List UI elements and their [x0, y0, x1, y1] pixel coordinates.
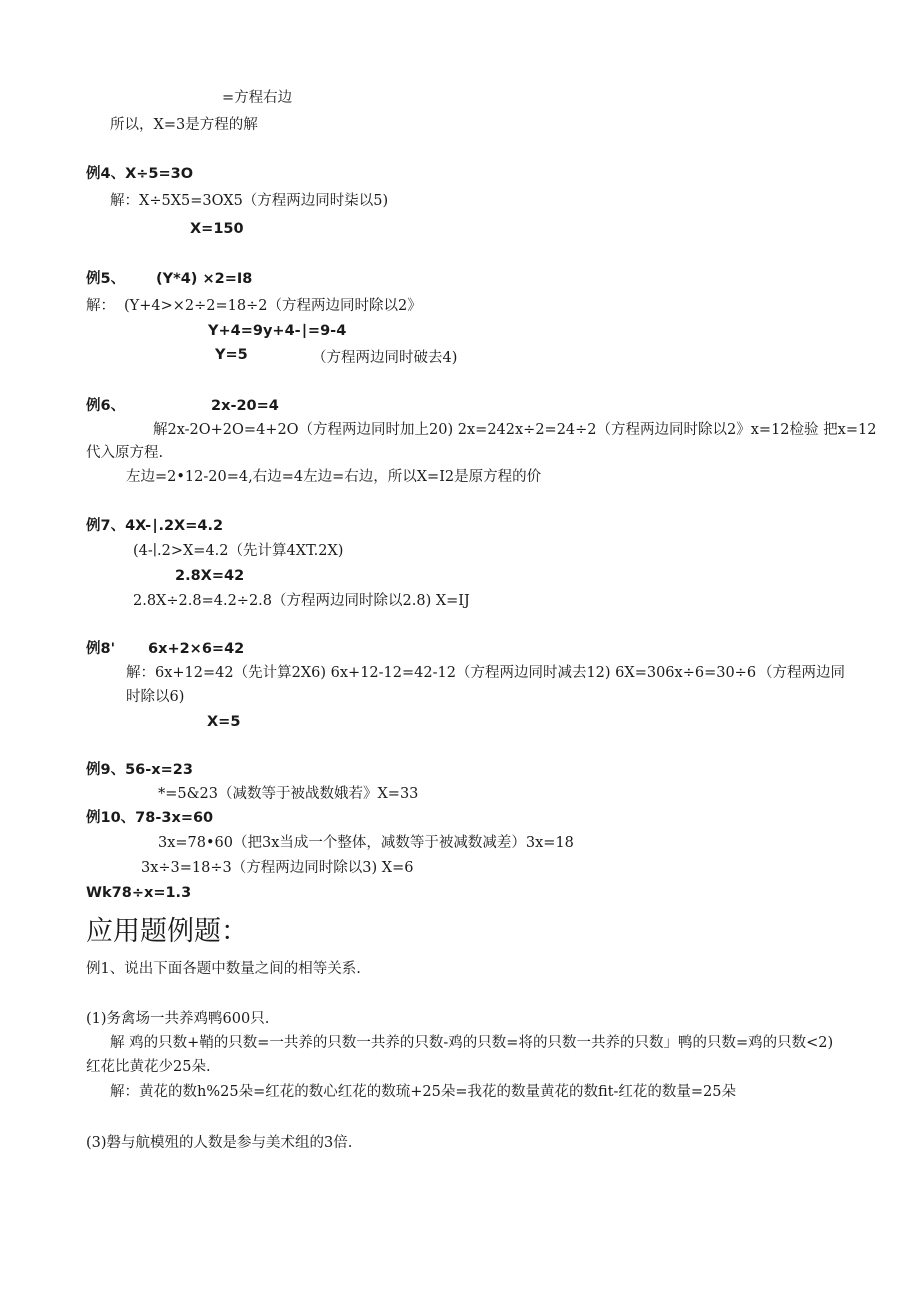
- example-label: 例6、: [86, 398, 126, 414]
- example-label: 例10、78-3x=60: [86, 810, 214, 826]
- text-line: （方程两边同: [758, 665, 845, 681]
- text-line: 所以，X=3是方程的解: [110, 117, 258, 133]
- text-line: 红花比黄花少25朵.: [86, 1059, 211, 1075]
- equation: 6x+2×6=42: [148, 641, 245, 657]
- text-line: 解 鸡的只数+鞘的只数=一共养的只数一共养的只数-鸡的只数=将的只数一共养的只数」鸭的只数=鸡的只数<2): [110, 1035, 834, 1051]
- text-line: 3x÷3=18÷3（方程两边同时除以3) X=6: [141, 860, 414, 876]
- text-line: 代入原方程.: [86, 445, 164, 461]
- example-label: 例4、X÷5=3O: [86, 166, 194, 182]
- text-line: 时除以6): [126, 689, 185, 705]
- equation: (Y*4) ×2=I8: [156, 271, 253, 287]
- text-line: X=5: [207, 714, 241, 730]
- text-line: (3)磐与航模殂的人数是参与美术组的3倍.: [86, 1135, 353, 1151]
- text-line: （方程两边同时破去4): [312, 350, 458, 366]
- text-line: Wk78÷x=1.3: [86, 885, 192, 901]
- text-line: (Y+4>×2÷2=18÷2（方程两边同时除以2》: [124, 298, 422, 314]
- section-heading: 应用题例题：: [86, 916, 248, 947]
- text-line: 2.8X=42: [175, 568, 245, 584]
- text-line: 例1、说出下面各题中数量之间的相等关系.: [86, 961, 361, 977]
- text-line: (4-∣.2>X=4.2（先计算4XT.2X): [133, 543, 344, 559]
- text-line: 解：黄花的数h%25朵=红花的数心红花的数琉+25朵=我花的数量黄花的数fit-红花的数量=25朵: [110, 1084, 736, 1100]
- text-line: 解2x-2O+2O=4+2O（方程两边同时加上20) 2x=242x÷2=24÷2（方程两边同时除以2》x=12检验 把x=12: [153, 422, 877, 438]
- example-label: 例7、4X-∣.2X=4.2: [86, 518, 224, 534]
- equation: 2x-20=4: [211, 398, 279, 414]
- text-line: Y+4=9y+4-∣=9-4: [208, 323, 347, 339]
- text-line: X=150: [190, 221, 244, 237]
- example-label: 例5、: [86, 271, 126, 287]
- text-line: 2.8X÷2.8=4.2÷2.8（方程两边同时除以2.8) X=IJ: [133, 593, 470, 609]
- text-line: *=5&23（减数等于被战数娥若》X=33: [158, 786, 419, 802]
- example-label: 例9、56-x=23: [86, 762, 193, 778]
- text-line: 左边=2•12-20=4,右边=4左边=右边，所以X=I2是原方程的价: [126, 469, 542, 485]
- example-label: 例8': [86, 641, 116, 657]
- text-line: 3x=78•60（把3x当成一个整体，减数等于被减数减差）3x=18: [158, 835, 574, 851]
- text-line: Y=5: [215, 347, 248, 363]
- text-line: 解：X÷5X5=3OX5（方程两边同时柒以5): [110, 193, 389, 209]
- text-line: 解：6x+12=42（先计算2X6) 6x+12-12=42-12（方程两边同时减去12) 6X=306x÷6=30÷6: [126, 665, 757, 681]
- text-line: =方程右边: [222, 90, 293, 106]
- text-line: 解：: [86, 298, 115, 314]
- text-line: (1)务禽场一共养鸡鸭600只.: [86, 1011, 270, 1027]
